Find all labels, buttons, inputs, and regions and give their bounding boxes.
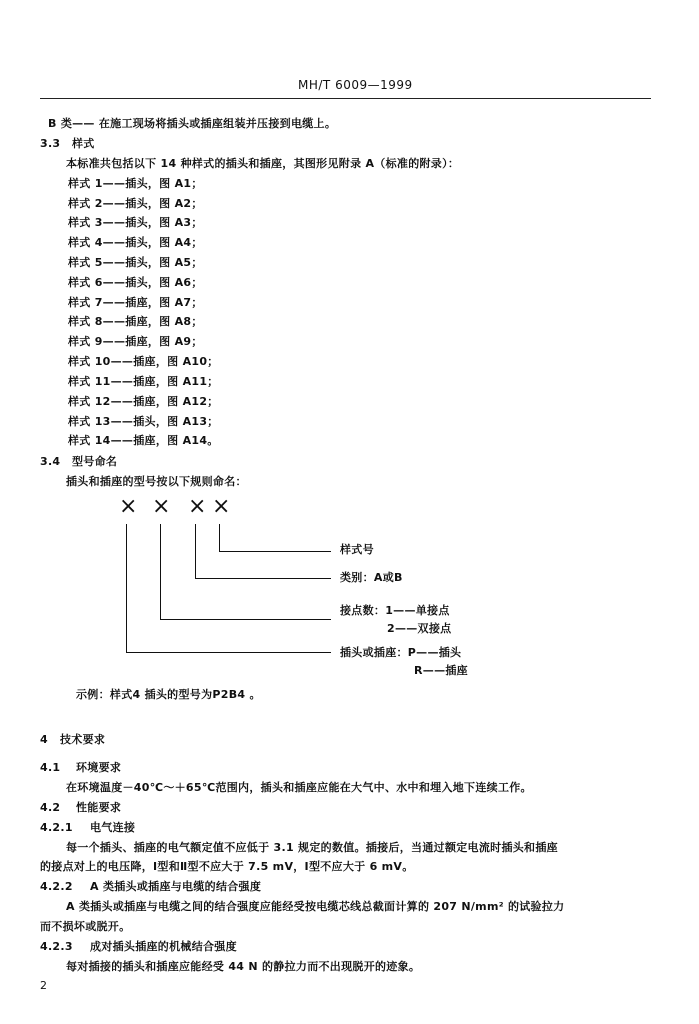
diagram-leader-line: [160, 619, 331, 620]
diagram-label-category: 类别：A或B: [340, 571, 403, 584]
section-4-2-number: 4.2: [40, 801, 61, 814]
diagram-leader-line: [126, 524, 127, 652]
section-3-3-number: 3.3: [40, 137, 61, 150]
section-4-2-1-text: 的接点对上的电压降，Ⅰ型和Ⅱ型不应大于 7.5 mV，Ⅰ型不应大于 6 mV。: [40, 860, 414, 873]
section-4-2-1-text: 每一个插头、插座的电气额定值不应低于 3.1 规定的数值。插接后，当通过额定电流时插头和插座: [66, 841, 558, 854]
section-4-1-title: 环境要求: [76, 761, 122, 774]
diagram-label-type-r: R——插座: [414, 664, 468, 677]
diagram-placeholder-mark: ×: [212, 494, 231, 519]
style-list-item: 样式 9——插座，图 A9；: [68, 335, 203, 348]
diagram-placeholder-mark: ×: [188, 494, 207, 519]
section-4-1-text: 在环境温度－40℃～＋65℃范围内，插头和插座应能在大气中、水中和埋入地下连续工作。: [66, 781, 532, 794]
section-4-2-3-number: 4.2.3: [40, 940, 73, 953]
diagram-leader-line: [126, 652, 331, 653]
section-4-2-1-title: 电气连接: [90, 821, 136, 834]
style-list-item: 样式 13——插头，图 A13；: [68, 415, 219, 428]
diagram-leader-line: [219, 551, 331, 552]
diagram-leader-line: [195, 578, 331, 579]
style-list-item: 样式 11——插座，图 A11；: [68, 375, 219, 388]
header-rule: [40, 98, 651, 99]
style-list-item: 样式 8——插座，图 A8；: [68, 315, 203, 328]
diagram-placeholder-mark: ×: [152, 494, 171, 519]
section-4-2-title: 性能要求: [76, 801, 122, 814]
diagram-label-type: 插头或插座：P——插头: [340, 646, 462, 659]
style-list-item: 样式 5——插头，图 A5；: [68, 256, 203, 269]
diagram-leader-line: [195, 524, 196, 578]
section-4-2-2-number: 4.2.2: [40, 880, 73, 893]
diagram-label-style-no: 样式号: [340, 543, 374, 556]
section-4-title: 技术要求: [60, 733, 106, 746]
section-3-3-title: 样式: [72, 137, 95, 150]
class-b-definition: B 类—— 在施工现场将插头或插座组装并压接到电缆上。: [48, 117, 337, 130]
section-3-3-intro: 本标准共包括以下 14 种样式的插头和插座，其图形见附录 A（标准的附录）：: [66, 157, 460, 170]
section-4-2-2-title: A 类插头或插座与电缆的结合强度: [90, 880, 262, 893]
page-number: 2: [40, 979, 48, 992]
section-3-4-number: 3.4: [40, 455, 61, 468]
section-4-2-2-text: 而不损坏或脱开。: [40, 920, 131, 933]
standard-code-header: MH/T 6009—1999: [298, 78, 413, 92]
diagram-leader-line: [160, 524, 161, 619]
style-list-item: 样式 14——插座，图 A14。: [68, 434, 219, 447]
diagram-leader-line: [219, 524, 220, 551]
section-4-number: 4: [40, 733, 48, 746]
style-list-item: 样式 3——插头，图 A3；: [68, 216, 203, 229]
section-4-2-3-title: 成对插头插座的机械结合强度: [90, 940, 237, 953]
section-4-1-number: 4.1: [40, 761, 61, 774]
style-list-item: 样式 12——插座，图 A12；: [68, 395, 219, 408]
style-list-item: 样式 7——插座，图 A7；: [68, 296, 203, 309]
section-3-4-intro: 插头和插座的型号按以下规则命名：: [66, 475, 247, 488]
section-4-2-1-number: 4.2.1: [40, 821, 73, 834]
diagram-label-contacts: 接点数：1——单接点: [340, 604, 450, 617]
model-example: 示例：样式4 插头的型号为P2B4 。: [76, 688, 261, 701]
style-list-item: 样式 6——插头，图 A6；: [68, 276, 203, 289]
style-list-item: 样式 1——插头，图 A1；: [68, 177, 203, 190]
section-3-4-title: 型号命名: [72, 455, 118, 468]
diagram-placeholder-mark: ×: [119, 494, 138, 519]
style-list-item: 样式 2——插头，图 A2；: [68, 197, 203, 210]
section-4-2-3-text: 每对插接的插头和插座应能经受 44 N 的静拉力而不出现脱开的迹象。: [66, 960, 421, 973]
style-list-item: 样式 10——插座，图 A10；: [68, 355, 219, 368]
section-4-2-2-text: A 类插头或插座与电缆之间的结合强度应能经受按电缆芯线总截面计算的 207 N/mm² 的试验拉力: [66, 900, 565, 913]
style-list-item: 样式 4——插头，图 A4；: [68, 236, 203, 249]
diagram-label-contacts-2: 2——双接点: [387, 622, 452, 635]
